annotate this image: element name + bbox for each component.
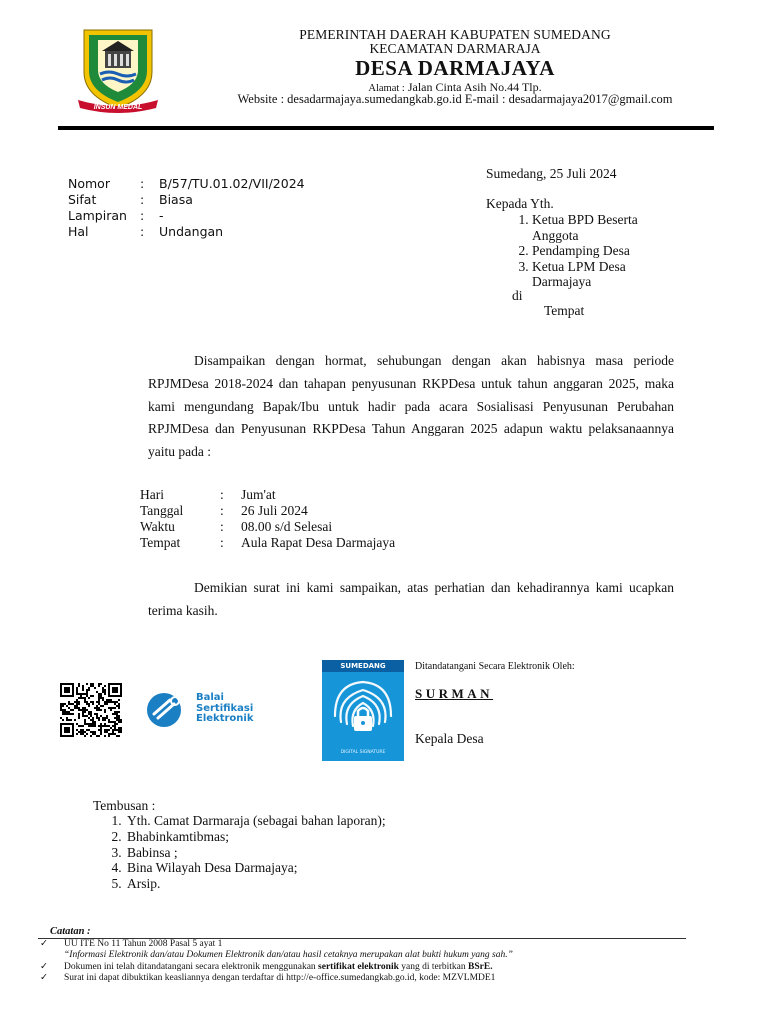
tembusan-item: 1. Yth. Camat Darmaraja (sebagai bahan laporan); [125,813,386,829]
meta-row-nomor [68,176,305,192]
check-icon: ✓ [40,939,48,949]
fingerprint-lock-icon [327,676,399,746]
meta-row-hal [68,224,305,240]
letterhead-line-2: KECAMATAN DARMARAJA [369,41,541,56]
recipient-list [486,212,666,290]
body-paragraph-2 [148,577,674,623]
bsre-logo-icon [142,690,194,730]
note-bold: sertifikat elektronik [318,961,399,972]
letterhead-line-1: PEMERINTAH DAERAH KABUPATEN SUMEDANG [299,27,611,42]
footer-notes [40,939,513,985]
di-label: di [512,288,523,303]
address-value: Jalan Cinta Asih No.44 Tlp. [407,80,542,94]
note-bold: BSrE. [468,961,493,972]
recipient-item: 2. Pendamping Desa [532,243,666,259]
note-text: yang di terbitkan [398,961,469,972]
bsre-logo-text [196,693,253,725]
kepada-label: Kepada Yth. [486,196,554,211]
note-row [40,962,513,973]
meta-label: Sifat [68,192,97,207]
paragraph-text: Demikian surat ini kami sampaikan, atas perhatian dan kehadirannya kami ucapkan terima kasih. [148,580,674,618]
recipient-item: 3. Ketua LPM Desa Darmajaya [532,259,666,290]
check-icon: ✓ [40,961,48,972]
sumedang-coat-of-arms-logo [70,24,166,116]
schedule-row-tempat [140,535,395,551]
check-icon: ✓ [40,973,48,984]
schedule-label: Waktu [140,519,175,534]
meta-label: Lampiran [68,208,127,223]
signatory-name: SURMAN [415,686,494,701]
recipient-item: 1. Ketua BPD Beserta Anggota [532,212,666,243]
schedule-row-tanggal [140,503,395,519]
qr-code-icon [60,683,122,737]
schedule-value: Aula Rapat Desa Darmajaya [241,535,396,550]
schedule-label: Tanggal [140,503,184,518]
tembusan-item: 3. Babinsa ; [125,845,386,861]
schedule-row-waktu [140,519,395,535]
letterhead-website-email: Website : desadarmajaya.sumedangkab.go.id E-mail : desadarmajaya2017@gmail.com [237,92,673,106]
note-text: Surat ini dapat dibuktikan keasliannya dengan terdaftar di http://e-office.sumedangkab.go.id, kode: MZVLMDE1 [64,973,496,984]
note-row [40,939,513,950]
schedule-value: 26 Juli 2024 [241,503,308,518]
note-text: Dokumen ini telah ditandatangani secara elektronik menggunakan [64,961,319,972]
meta-label: Nomor [68,176,110,191]
schedule-label: Hari [140,487,164,502]
bsre-line: Elektronik [196,713,254,724]
bsre-line: Balai [196,692,224,703]
meta-value: Biasa [159,192,193,207]
address-label: Alamat : [368,83,405,94]
schedule-sep: : [220,503,224,518]
letterhead-divider [58,126,714,130]
tembusan-list [93,813,386,892]
event-schedule [140,487,395,551]
schedule-value: Jum'at [241,487,276,502]
meta-sep: : [140,208,145,223]
schedule-value: 08.00 s/d Selesai [241,519,333,534]
body-paragraph-1 [148,350,674,464]
bsre-line: Sertifikasi [196,702,254,714]
badge-bottom-label: DIGITAL SIGNATURE [340,750,386,755]
badge-top-label: SUMEDANG [322,660,404,672]
tembusan-label: Tembusan : [93,798,156,813]
schedule-sep: : [220,487,224,502]
signatory-role: Kepala Desa [415,731,484,746]
signature-header: Ditandatangani Secara Elektronik Oleh: [415,661,575,672]
note-row [40,973,513,984]
meta-value: Undangan [159,224,224,239]
letterhead-village-name: DESA DARMAJAYA [355,56,555,80]
meta-row-lampiran [68,208,305,224]
meta-value: - [159,208,164,223]
note-row [40,950,513,961]
schedule-label: Tempat [140,535,181,550]
note-quote: “Informasi Elektronik dan/atau Dokumen Elektronik dan/atau hasil cetaknya merupakan alat bukti hukum yang sah.” [64,950,513,961]
svg-text:INSUN MEDAL: INSUN MEDAL [93,104,143,111]
paragraph-text: Disampaikan dengan hormat, sehubungan dengan akan habisnya masa periode RPJMDesa 2018-2024 dan tahapan penyusunan RKPDesa untuk tahun anggaran 2025, maka kami mengundang Bapak/Ibu untuk hadir pada acara Sosialisasi Penyusunan Perubahan RPJMDesa dan Penyusunan RKPDesa Tahun Anggaran 2025 adapun waktu pelaksanaannya yaitu pada : [148,353,674,460]
schedule-sep: : [220,535,224,550]
tempat-label: Tempat [544,303,585,318]
meta-sep: : [140,224,145,239]
letter-meta [68,176,305,240]
place-date: Sumedang, 25 Juli 2024 [486,166,617,181]
meta-value: B/57/TU.01.02/VII/2024 [159,176,305,191]
schedule-row-hari [140,487,395,503]
schedule-sep: : [220,519,224,534]
tembusan-item: 2. Bhabinkamtibmas; [125,829,386,845]
meta-sep: : [140,176,145,191]
meta-row-sifat [68,192,305,208]
catatan-label: Catatan : [50,926,91,937]
note-text: UU ITE No 11 Tahun 2008 Pasal 5 ayat 1 [64,939,223,949]
meta-label: Hal [68,224,89,239]
tembusan-item: 4. Bina Wilayah Desa Darmajaya; [125,860,386,876]
tembusan-item: 5. Arsip. [125,876,386,892]
meta-sep: : [140,192,145,207]
